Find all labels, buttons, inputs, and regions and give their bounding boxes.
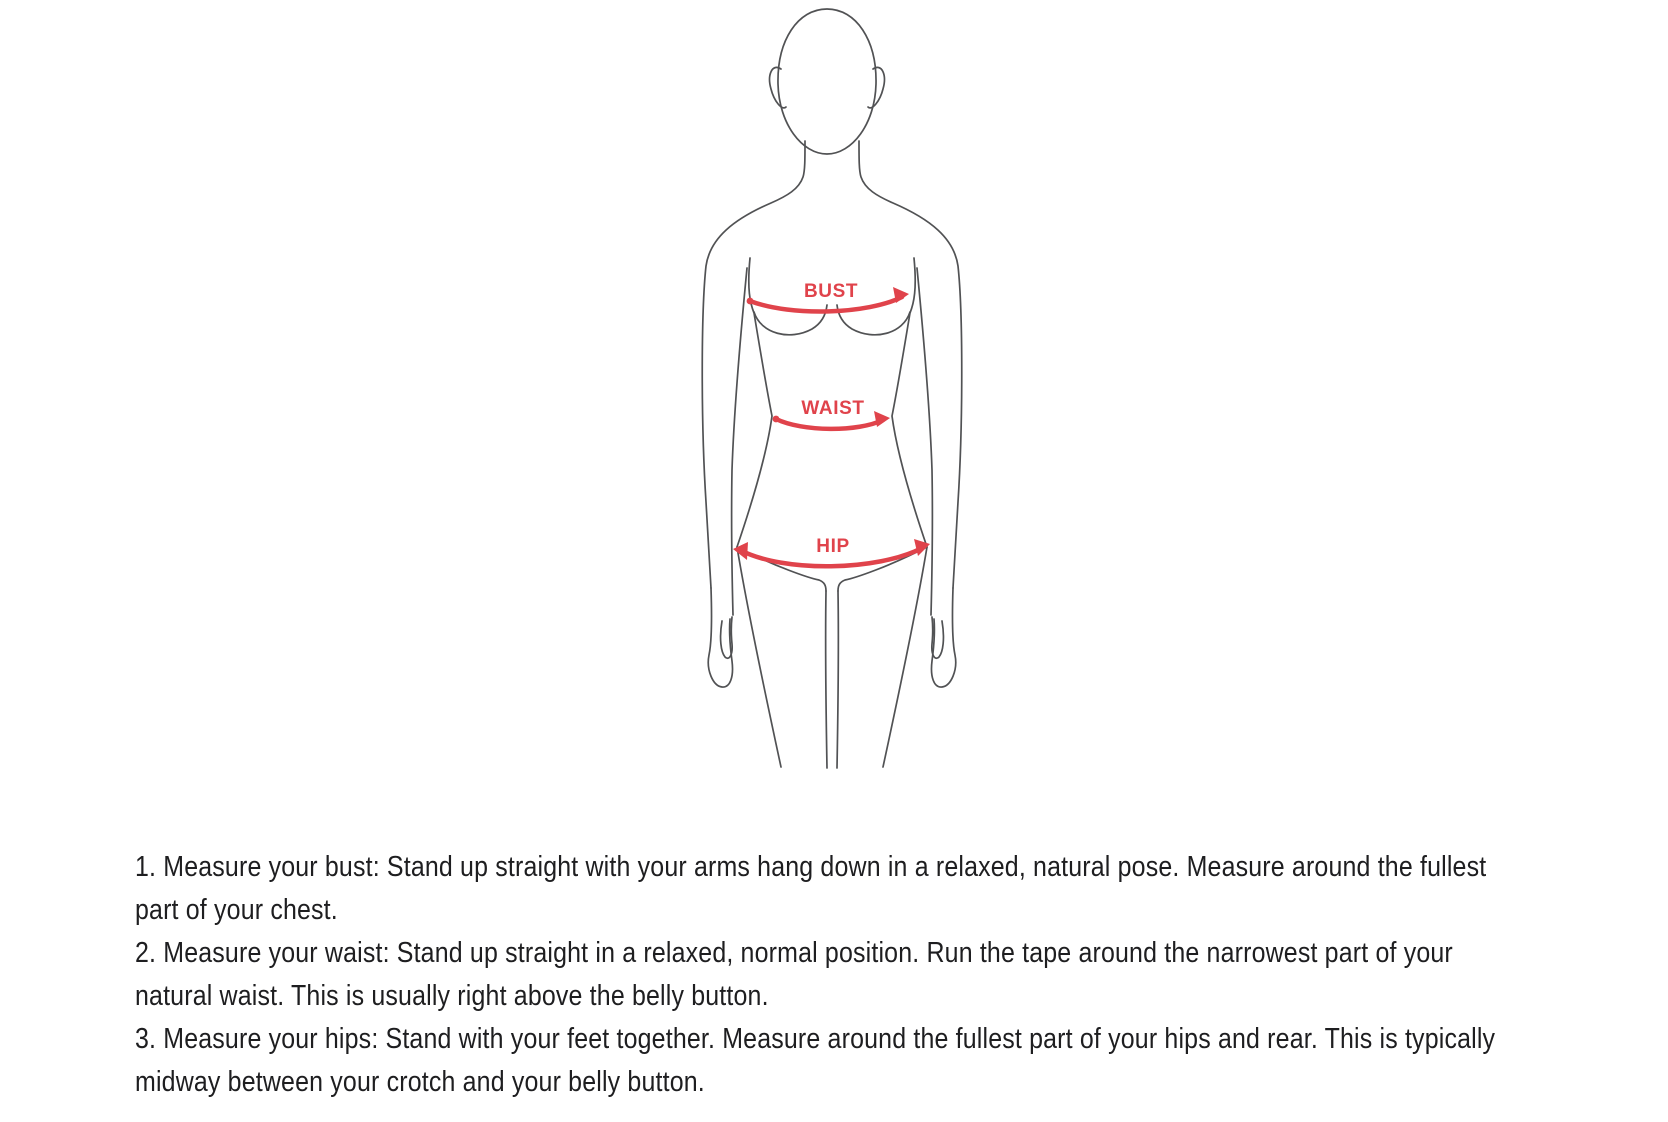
- waist-measure-line: [776, 419, 883, 429]
- hip-arrowhead-left: [733, 542, 748, 560]
- instruction-2-line-1: 2. Measure your waist: Stand up straight in a relaxed, normal position. Run the tape around the narrowest part of your: [135, 937, 1453, 969]
- hip-label: HIP: [816, 536, 850, 557]
- measure-arrows-group: [733, 287, 930, 560]
- right-neck-shoulder-arm-outline: [859, 141, 962, 588]
- left-neck-shoulder-arm-outline: [702, 141, 805, 588]
- instruction-1-line-1: 1. Measure your bust: Stand up straight with your arms hang down in a relaxed, natural pose. Measure around the fullest: [135, 851, 1487, 883]
- bust-endpoint-dot: [747, 298, 754, 305]
- head-outline: [778, 9, 876, 154]
- instruction-3-line-1: 3. Measure your hips: Stand with your feet together. Measure around the fullest part of your hips and rear. This is typically: [135, 1023, 1496, 1055]
- left-torso-leg-outline: [737, 258, 781, 767]
- right-inner-leg-line: [837, 591, 838, 768]
- measurement-instructions: [135, 846, 1495, 1104]
- body-outline-group: [702, 9, 962, 768]
- instruction-3-line-2: midway between your crotch and your belly button.: [135, 1066, 705, 1098]
- right-torso-leg-outline: [883, 258, 927, 767]
- bust-label: BUST: [803, 281, 859, 302]
- left-inner-leg-line: [826, 591, 827, 768]
- instruction-1-line-2: part of your chest.: [135, 894, 338, 926]
- waist-label: WAIST: [801, 398, 865, 419]
- waist-endpoint-dot: [773, 416, 780, 423]
- measure-labels-group: [801, 281, 864, 557]
- instruction-2-line-2: natural waist. This is usually right above the belly button.: [135, 980, 769, 1012]
